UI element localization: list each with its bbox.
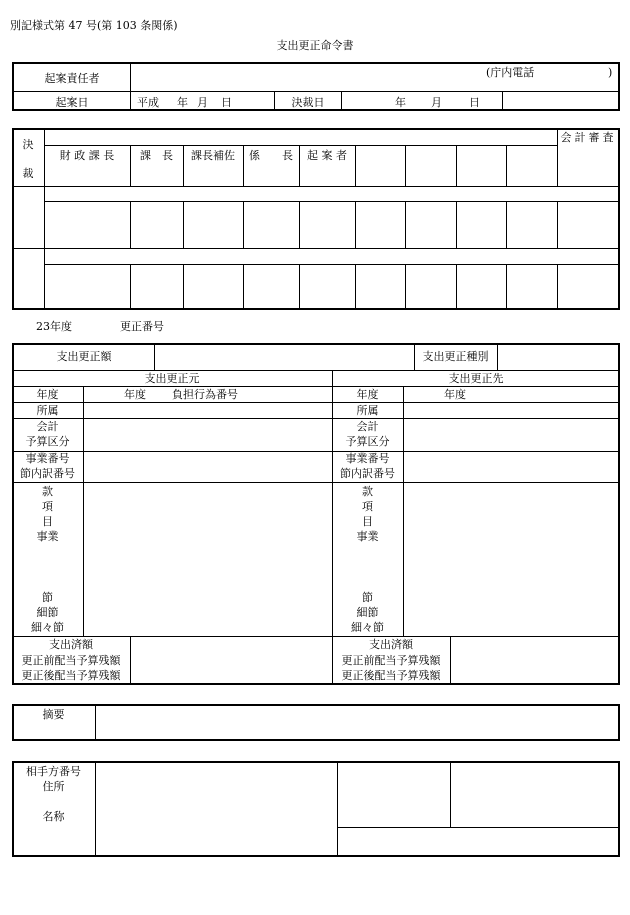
dest-kou-label: 項 [362, 500, 373, 513]
divider [557, 201, 558, 248]
dest-saisaisetsu-label: 細々節 [351, 621, 384, 634]
divider [456, 145, 457, 186]
source-saisetsu-label: 細節 [36, 606, 59, 619]
divider [403, 386, 404, 636]
dest-nendo2-label: 年度 [444, 388, 466, 401]
divider [130, 636, 131, 685]
audit-label: 会計審査 [560, 131, 617, 144]
source-nendo-label: 年度 [36, 388, 59, 401]
partner-number-label: 相手方番号 [26, 765, 81, 778]
divider [12, 370, 620, 371]
dest-after-label: 更正後配当予算残額 [341, 669, 441, 682]
divider [506, 145, 507, 186]
month-label: 月 [197, 96, 208, 109]
dest-jigyo-no-label: 事業番号 [345, 452, 390, 465]
dest-before-label: 更正前配当予算残額 [341, 654, 441, 667]
source-before-label: 更正前配当予算残額 [21, 654, 121, 667]
divider [456, 264, 457, 310]
dest-moku-label: 目 [362, 515, 373, 528]
tel-label: (庁内電話 [486, 66, 535, 79]
divider [183, 264, 184, 310]
divider [130, 264, 131, 310]
divider [355, 145, 356, 186]
divider [44, 145, 557, 146]
divider [12, 402, 620, 403]
divider [337, 761, 338, 857]
source-nendo2-label: 年度 [124, 388, 146, 401]
role-finance-chief: 財 政 課 長 [59, 149, 115, 162]
divider [154, 343, 155, 370]
source-kaikei-label: 会計 [36, 420, 59, 433]
dest-kan-label: 款 [362, 485, 373, 498]
role-drafter: 起 案 者 [307, 149, 347, 162]
divider [243, 264, 244, 310]
divider [183, 201, 184, 248]
divider [337, 827, 620, 828]
divider [12, 418, 620, 419]
divider [12, 91, 620, 92]
source-kan-label: 款 [42, 485, 53, 498]
tel-close: ) [608, 66, 613, 79]
divider [405, 201, 406, 248]
divider [299, 201, 300, 248]
source-kou-label: 項 [42, 500, 53, 513]
divider [299, 264, 300, 310]
divider [83, 386, 84, 636]
kind-label: 支出更正種別 [422, 350, 489, 363]
partner-box [12, 761, 620, 857]
divider [456, 201, 457, 248]
divider [12, 482, 620, 483]
divider [130, 62, 131, 111]
source-saisaisetsu-label: 細々節 [31, 621, 64, 634]
source-paid-label: 支出済額 [49, 638, 93, 651]
divider [243, 201, 244, 248]
responsible-label: 起案責任者 [44, 72, 100, 85]
year-label: 年 [177, 96, 188, 109]
source-after-label: 更正後配当予算残額 [21, 669, 121, 682]
divider [12, 386, 620, 387]
decision-date-label: 決裁日 [291, 96, 325, 109]
divider [341, 91, 342, 111]
form-number: 別記様式第 47 号(第 103 条関係) [10, 19, 178, 32]
divider [450, 636, 451, 685]
role-subsection-chief: 係 長 [249, 149, 293, 162]
dest-setsu-label: 節 [362, 591, 373, 604]
source-setsunai-label: 節内訳番号 [20, 467, 75, 480]
document-title: 支出更正命令書 [276, 39, 354, 52]
divider [405, 145, 406, 186]
divider [12, 451, 620, 452]
main-table [12, 343, 620, 685]
era-label: 平成 [137, 96, 159, 109]
dest-kaikei-label: 会計 [356, 420, 379, 433]
dest-setsunai-label: 節内訳番号 [340, 467, 395, 480]
source-yosan-label: 予算区分 [25, 435, 70, 448]
dest-dept-label: 所属 [356, 404, 379, 417]
draft-date-label: 起案日 [55, 96, 89, 109]
divider [355, 201, 356, 248]
dest-saisetsu-label: 細節 [356, 606, 379, 619]
divider [130, 201, 131, 248]
role-assistant-chief: 課長補佐 [191, 149, 235, 162]
role-section-chief: 課 長 [140, 149, 173, 162]
kessai-label-2: 裁 [22, 167, 34, 180]
source-setsu-label: 節 [42, 591, 53, 604]
summary-box [12, 704, 620, 741]
month-label: 月 [431, 96, 442, 109]
divider [12, 248, 620, 249]
dest-jigyou-label: 事業 [356, 530, 379, 543]
divider [12, 636, 620, 637]
divider [12, 186, 620, 187]
divider [332, 370, 333, 685]
day-label: 日 [469, 96, 480, 109]
source-jigyou-label: 事業 [36, 530, 59, 543]
source-dept-label: 所属 [36, 404, 59, 417]
divider [557, 264, 558, 310]
divider [95, 761, 96, 857]
destination-header: 支出更正先 [448, 372, 504, 385]
dest-yosan-label: 予算区分 [345, 435, 390, 448]
dest-nendo-label: 年度 [356, 388, 379, 401]
day-label: 日 [221, 96, 232, 109]
divider [502, 91, 503, 111]
divider [355, 264, 356, 310]
commitment-number-label: 負担行為番号 [172, 388, 238, 401]
partner-name-label: 名称 [42, 810, 65, 823]
source-header: 支出更正元 [144, 372, 200, 385]
source-jigyo-no-label: 事業番号 [25, 452, 70, 465]
divider [506, 264, 507, 310]
kessai-label-1: 決 [22, 138, 34, 151]
source-moku-label: 目 [42, 515, 53, 528]
year-label: 年 [395, 96, 406, 109]
partner-address-label: 住所 [42, 780, 65, 793]
summary-label: 摘要 [42, 708, 65, 721]
divider [450, 761, 451, 827]
amount-label: 支出更正額 [56, 350, 112, 363]
divider [497, 343, 498, 370]
correction-number-label: 更正番号 [120, 320, 164, 333]
divider [95, 704, 96, 741]
divider [405, 264, 406, 310]
fiscal-year: 23年度 [36, 320, 72, 333]
dest-paid-label: 支出済額 [369, 638, 413, 651]
divider [506, 201, 507, 248]
